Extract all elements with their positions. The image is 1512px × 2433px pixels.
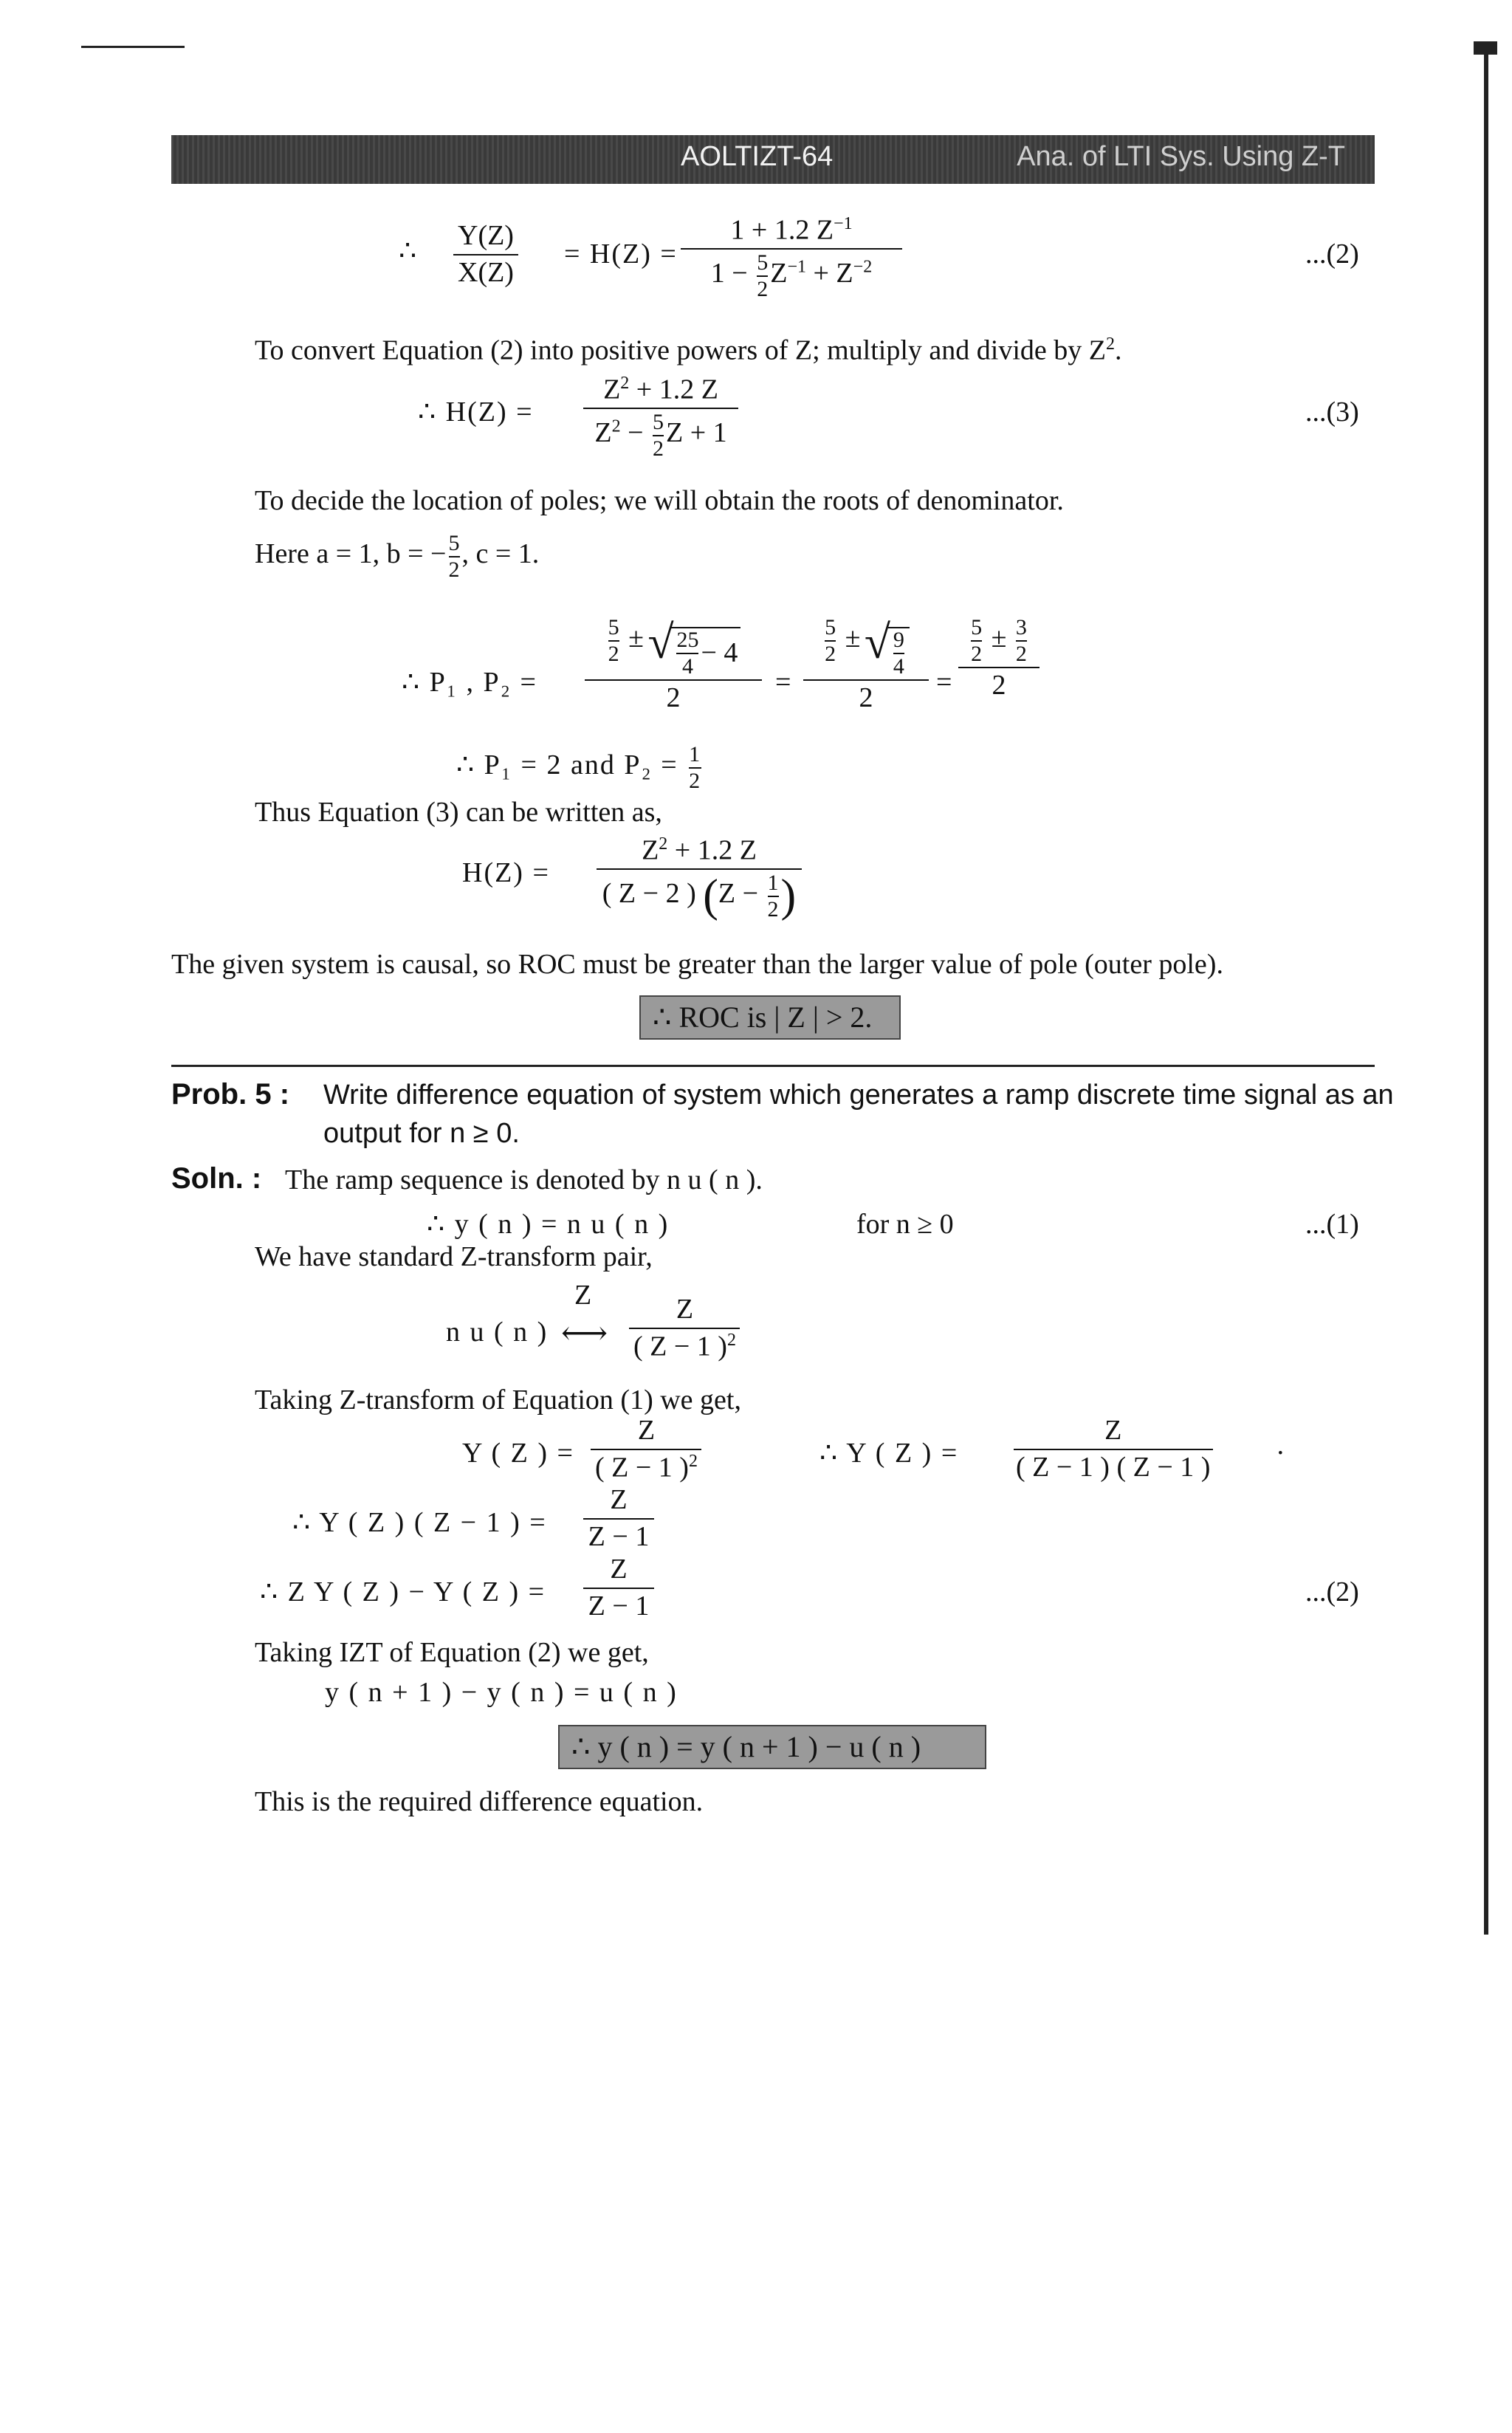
roc-result-box: ∴ ROC is | Z | > 2. bbox=[639, 995, 901, 1040]
yz-lhs: Y ( Z ) = bbox=[462, 1438, 574, 1469]
yz2-lhs: ∴ Y ( Z ) = bbox=[819, 1438, 959, 1469]
lhs-denominator: X(Z) bbox=[458, 256, 514, 288]
yz-fraction: Z ( Z − 1 )$^2$ bbox=[591, 1415, 702, 1484]
page-header bbox=[171, 135, 1375, 184]
here-text: Here a = 1, b = − $\frac{5}{2}$ , c = 1. bbox=[255, 531, 540, 582]
hz-factored-fraction: $Z^2 + 1.2$ Z ( Z − 2 ) (Z − $\frac{1}{2}$ ) bbox=[597, 834, 802, 921]
yz3-lhs: ∴ Y ( Z ) ( Z − 1 ) = bbox=[292, 1507, 547, 1538]
rhs-numerator: 1 + 1.2 Z bbox=[730, 214, 834, 246]
roots-fraction-3: $\frac{5}{2}$ ± $\frac{3}{2}$ 2 bbox=[958, 616, 1040, 702]
roots-fraction-1: $\frac{5}{2}$ ± √ 25 4 − 4 2 bbox=[585, 616, 762, 715]
eq2b-tag: ...(2) bbox=[1305, 1576, 1359, 1607]
yz4-lhs: ∴ Z Y ( Z ) − Y ( Z ) = bbox=[260, 1576, 546, 1607]
binding-edge-top bbox=[1474, 41, 1497, 55]
difference-eq: y ( n + 1 ) − y ( n ) = u ( n ) bbox=[325, 1677, 678, 1708]
pair-arrow: ⟷ bbox=[561, 1315, 610, 1351]
lhs-numerator: Y(Z) bbox=[458, 220, 514, 251]
header-chapter: Ana. of LTI Sys. Using Z-T bbox=[1017, 141, 1345, 172]
convert-text: To convert Equation (2) into positive powers of Z; multiply and divide by $Z^2$. bbox=[255, 334, 1122, 366]
eq-h-mid: = H(Z) = bbox=[564, 239, 678, 270]
eq2-tag: ...(2) bbox=[1305, 239, 1359, 270]
yz2-fraction: Z ( Z − 1 ) ( Z − 1 ) bbox=[1011, 1415, 1214, 1483]
binding-edge bbox=[1484, 44, 1488, 1935]
pair-lhs: n u ( n ) bbox=[446, 1317, 549, 1348]
header-title: AOLTIZT-64 bbox=[681, 141, 834, 172]
roots-result: ∴ P₁ = 2 and P₂ = $\frac{1}{2}$ bbox=[456, 742, 702, 793]
prob5-question-line1: Write difference equation of system which generates a ramp discrete time signal as an bbox=[323, 1080, 1394, 1111]
izt-text: Taking IZT of Equation (2) we get, bbox=[255, 1637, 649, 1668]
eq-yx-fraction bbox=[453, 220, 518, 289]
hz-factored-lhs: H(Z) = bbox=[462, 857, 550, 888]
closing-text: This is the required difference equation. bbox=[255, 1786, 704, 1817]
poles-text: To decide the location of poles; we will obtain the roots of denominator. bbox=[255, 485, 1064, 516]
soln-label: Soln. : bbox=[171, 1162, 262, 1195]
taking-zt-text: Taking Z-transform of Equation (1) we get, bbox=[255, 1384, 741, 1415]
eq1: ∴ y ( n ) = n u ( n ) bbox=[427, 1209, 670, 1240]
therefore-symbol: ∴ bbox=[399, 236, 419, 267]
eq1-condition: for n ≥ 0 bbox=[856, 1209, 954, 1240]
yz4-fraction: Z Z − 1 bbox=[583, 1554, 654, 1622]
eq-h-rhs-fraction: 1 + 1.2 $Z^{-1}$ 1 − $\frac{5}{2}$ $Z^{-1} + Z^{-2}$ bbox=[681, 214, 902, 301]
section-divider bbox=[171, 1065, 1375, 1067]
roots-fraction-2: $\frac{5}{2}$ ± √ 9 4 2 bbox=[803, 616, 929, 715]
stray-dot: · bbox=[1276, 1438, 1287, 1469]
roots-equals-2: = bbox=[936, 667, 954, 698]
final-result-box: ∴ y ( n ) = y ( n + 1 ) − u ( n ) bbox=[558, 1725, 986, 1769]
soln-intro: The ramp sequence is denoted by n u ( n ). bbox=[285, 1164, 763, 1195]
pair-rhs-fraction: Z ( Z − 1 )$^2$ bbox=[629, 1294, 740, 1363]
prob5-label: Prob. 5 : bbox=[171, 1078, 290, 1111]
pair-intro: We have standard Z-transform pair, bbox=[255, 1241, 653, 1272]
eq3-tag: ...(3) bbox=[1305, 397, 1359, 428]
causal-text: The given system is causal, so ROC must be greater than the larger value of pole (outer pole). bbox=[171, 949, 1223, 980]
pair-arrow-label: Z bbox=[574, 1280, 594, 1311]
eq1-tag: ...(1) bbox=[1305, 1209, 1359, 1240]
eq3-fraction: $Z^2 + 1.2$ Z $Z^2$ − $\frac{5}{2}$ Z + 1 bbox=[583, 374, 738, 460]
roots-equals-1: = bbox=[775, 667, 793, 698]
thus-text: Thus Equation (3) can be written as, bbox=[255, 797, 662, 828]
prob5-question-line2: output for n ≥ 0. bbox=[323, 1118, 520, 1149]
roots-lhs: ∴ P₁ , P₂ = bbox=[402, 667, 537, 698]
yz3-fraction: Z Z − 1 bbox=[583, 1484, 654, 1553]
page-corner-rule bbox=[81, 46, 185, 48]
eq3-lhs: ∴ H(Z) = bbox=[418, 397, 534, 428]
